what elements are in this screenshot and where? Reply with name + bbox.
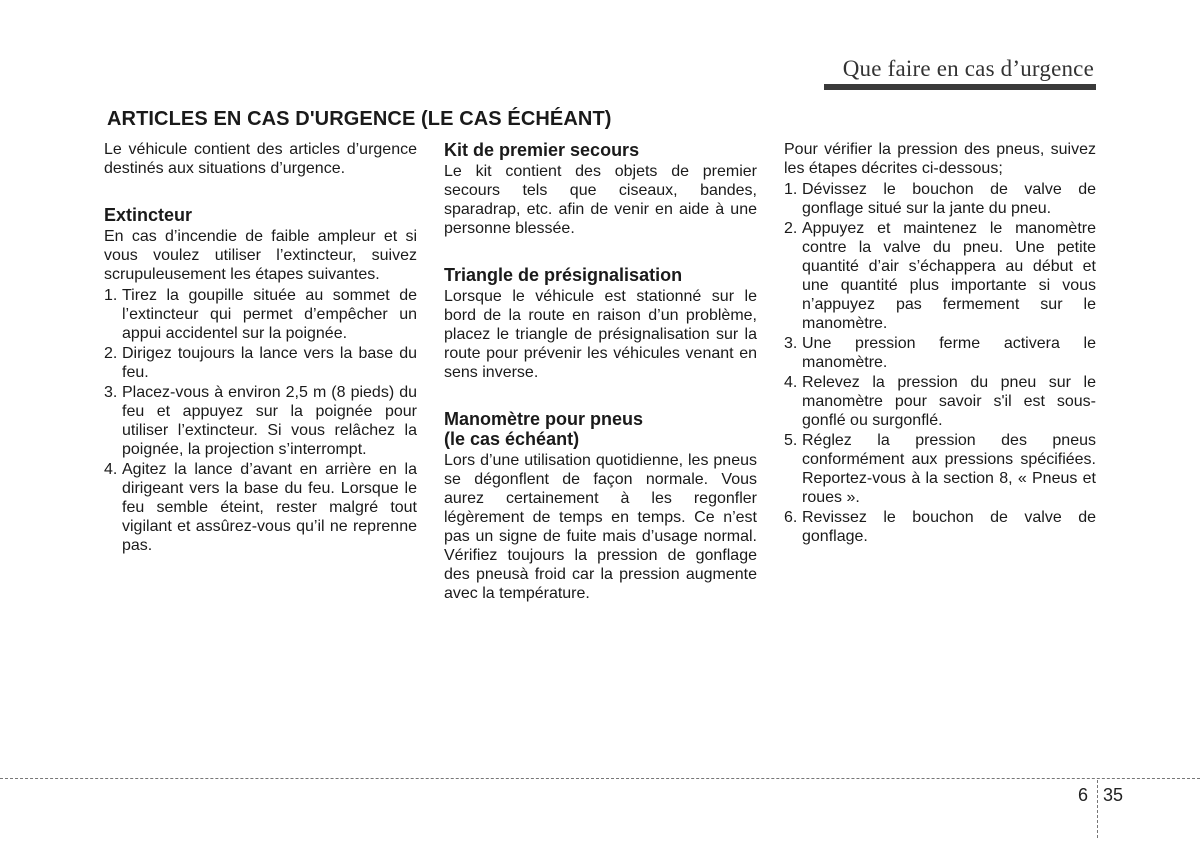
page-number: 35 <box>1103 785 1124 805</box>
chapter-number: 6 <box>1078 785 1089 805</box>
list-item: 2. Appuyez et maintenez le manomètre contre la valve du pneu. Une petite quantité d’air s’échappera au début et une quantité plus importante si vous n’appuyez pas fermement sur le manomètre. <box>784 220 1096 332</box>
pressure-steps <box>784 180 1096 546</box>
manometre-text: Lors d’une utilisation quotidienne, les pneus se dégonflent de façon normale. Vous aurez certainement à les regonfler légèrement de temps en temps. Ce n’est pas un signe de fuite mais d’usage normal. Vérifiez toujours la pression de gonflage des pneusà froid car la pression augmente avec la température. <box>444 452 757 602</box>
extincteur-steps <box>104 286 417 555</box>
list-item: 3. Une pression ferme activera le manomètre. <box>784 335 1096 371</box>
manometre-heading-line2: (le cas échéant) <box>444 429 580 449</box>
list-item: 2. Dirigez toujours la lance vers la base du feu. <box>104 345 417 381</box>
list-item: 4. Agitez la lance d’avant en arrière en la dirigeant vers la base du feu. Lorsque le feu semble éteint, rester malgré tout vigilant et assûrez-vous qu’il ne reprenne pas. <box>104 461 417 554</box>
page-number-divider <box>1097 780 1098 838</box>
header-bar <box>824 84 1096 90</box>
pressure-intro: Pour vérifier la pression des pneus, suivez les étapes décrites ci-dessous; <box>784 141 1096 177</box>
list-item: 4. Relevez la pression du pneu sur le manomètre pour savoir s'il est sous-gonflé ou surgonflé. <box>784 374 1096 429</box>
list-item: 1. Tirez la goupille située au sommet de l’extincteur qui permet d’empêcher un appui accidentel sur la poignée. <box>104 287 417 342</box>
section-title: ARTICLES EN CAS D'URGENCE (LE CAS ÉCHÉANT) <box>107 108 612 130</box>
column-1 <box>104 140 417 556</box>
extincteur-heading: Extincteur <box>104 205 193 225</box>
list-item: 6. Revissez le bouchon de valve de gonflage. <box>784 509 1096 545</box>
list-item: 1. Dévissez le bouchon de valve de gonflage situé sur la jante du pneu. <box>784 181 1096 217</box>
triangle-heading: Triangle de présignalisation <box>444 265 683 285</box>
column-3 <box>784 140 1096 547</box>
kit-heading: Kit de premier secours <box>444 140 640 160</box>
list-item: 5. Réglez la pression des pneus conformément aux pressions spécifiées. Reportez-vous à la section 8, « Pneus et roues ». <box>784 432 1096 506</box>
kit-text: Le kit contient des objets de premier secours tels que ciseaux, bandes, sparadrap, etc. afin de venir en aide à une personne blessée. <box>444 163 757 237</box>
extincteur-text: En cas d’incendie de faible ampleur et si vous voulez utiliser l’extincteur, suivez scrupuleusement les étapes suivantes. <box>104 228 417 283</box>
footer-divider <box>0 778 1200 779</box>
list-item: 3. Placez-vous à environ 2,5 m (8 pieds) du feu et appuyez sur la poignée pour utiliser l’extincteur. Si vous relâchez la poignée, la projection s’interrompt. <box>104 384 417 458</box>
chapter-title: Que faire en cas d’urgence <box>842 56 1094 81</box>
triangle-text: Lorsque le véhicule est stationné sur le bord de la route en raison d’un problème, placez le triangle de présignalisation sur la route pour prévenir les véhicules venant en sens inverse. <box>444 288 757 381</box>
intro-text: Le véhicule contient des articles d’urgence destinés aux situations d’urgence. <box>104 141 417 177</box>
column-2 <box>444 140 757 603</box>
manometre-heading-line1: Manomètre pour pneus <box>444 409 644 429</box>
